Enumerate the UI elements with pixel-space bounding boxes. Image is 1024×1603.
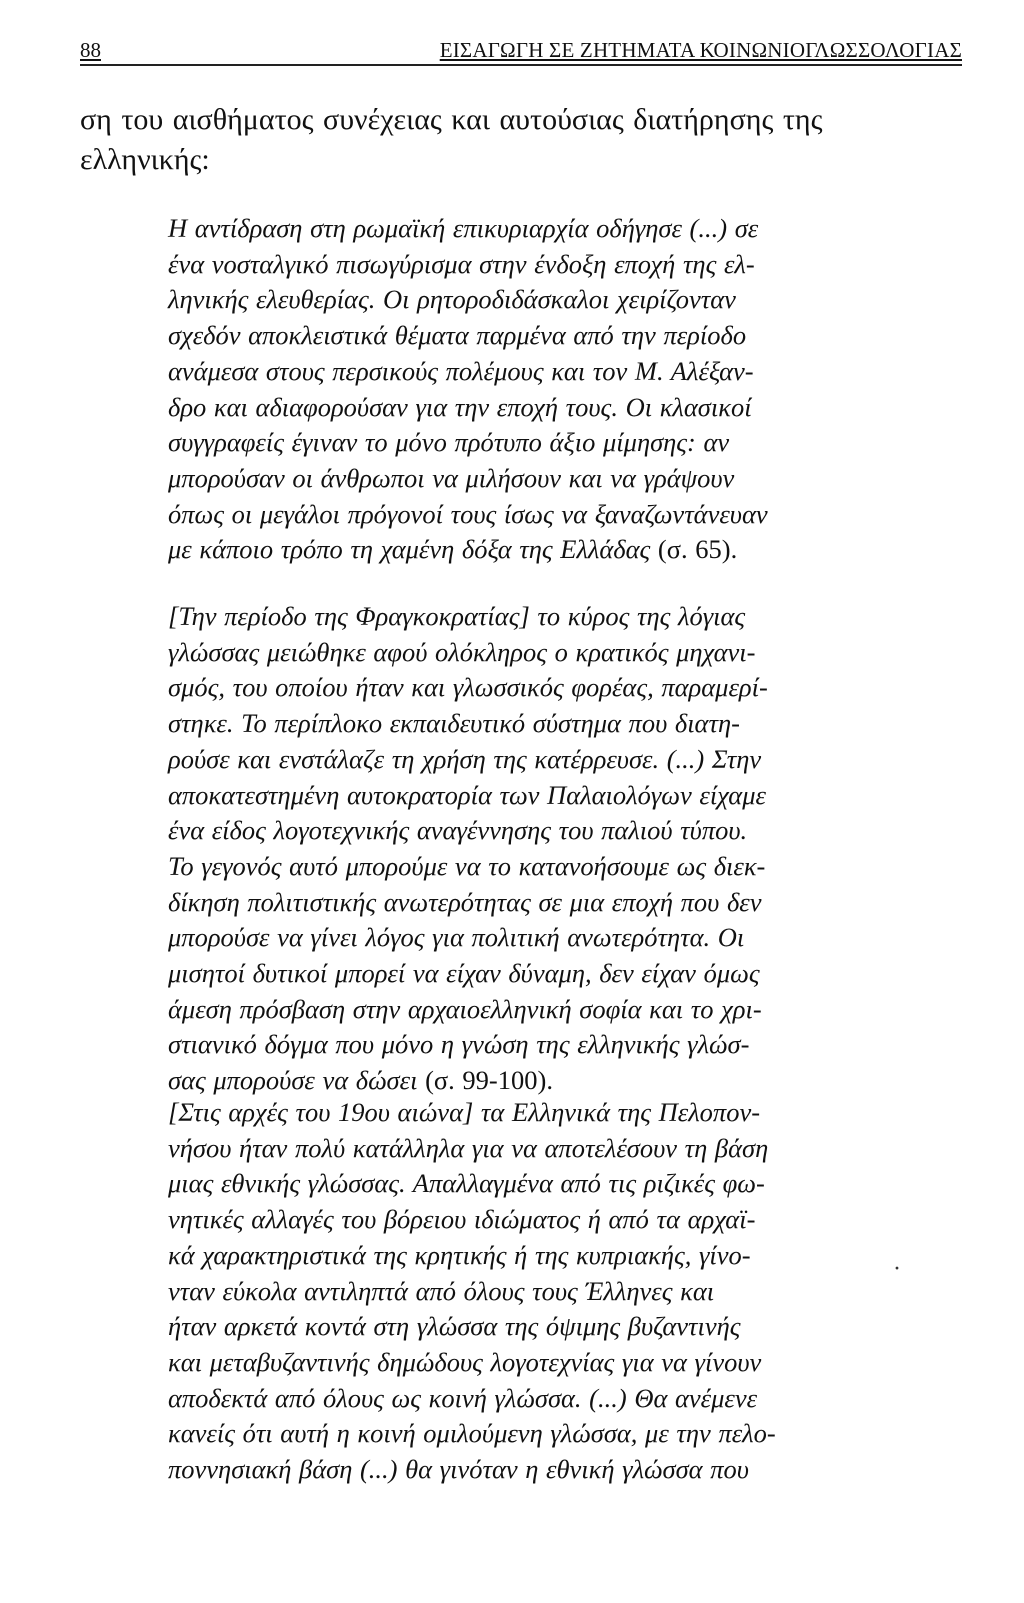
quote-line xyxy=(168,1063,873,1099)
quote-line: ληνικής ελευθερίας. Οι ρητοροδιδάσκαλοι χειρίζονταν xyxy=(168,284,736,315)
quote-line: αποδεκτά από όλους ως κοινή γλώσσα. (...) Θα ανέμενε xyxy=(168,1382,758,1413)
quote-line: νητικές αλλαγές του βόρειου ιδιώματος ή από τα αρχαϊ- xyxy=(168,1204,756,1235)
quote-line-text: με κάποιο τρόπο τη χαμένη δόξα της Ελλάδας xyxy=(168,534,651,565)
text-line: ση του αισθήματος συνέχειας και αυτούσιας διατήρησης της xyxy=(80,103,823,136)
quote-line: [Την περίοδο της Φραγκοκρατίας] το κύρος της λόγιας xyxy=(168,601,746,631)
quote-block-roman xyxy=(168,211,873,568)
quote-line: συγγραφείς έγιναν το μόνο πρότυπο άξιο μίμησης: αν xyxy=(168,427,730,458)
running-header xyxy=(80,34,962,66)
quote-line-text: σας μπορούσε να δώσει xyxy=(168,1065,418,1096)
text-line: ελληνικής: xyxy=(80,143,210,176)
quote-line: σμός, του οποίου ήταν και γλωσσικός φορέας, παραμερί- xyxy=(168,672,768,703)
quote-line: όπως οι μεγάλοι πρόγονοί τους ίσως να ξαναζωντάνευαν xyxy=(168,498,768,529)
quote-block-peloponnese xyxy=(168,1095,873,1488)
quote-line: δίκηση πολιτιστικής ανωτερότητας σε μια εποχή που δεν xyxy=(168,886,762,917)
quote-line: ανάμεσα στους περσικούς πολέμους και τον Μ. Αλέξαν- xyxy=(168,355,754,386)
quote-line: και μεταβυζαντινής δημώδους λογοτεχνίας για να γίνουν xyxy=(168,1346,762,1377)
quote-line xyxy=(168,532,873,568)
quote-line: ένα νοσταλγικό πισωγύρισμα στην ένδοξη εποχή της ελ- xyxy=(168,248,755,279)
citation: (σ. 99-100). xyxy=(425,1065,553,1096)
quote-line: δρο και αδιαφορούσαν για την εποχή τους. Οι κλασικοί xyxy=(168,391,752,422)
page-number: 88 xyxy=(80,38,101,62)
quote-line: μπορούσαν οι άνθρωποι να μιλήσουν και να γράψουν xyxy=(168,462,735,493)
quote-line: αποκατεστημένη αυτοκρατορία των Παλαιολόγων είχαμε xyxy=(168,779,766,810)
intro-paragraph xyxy=(80,100,970,180)
quote-line: νήσου ήταν πολύ κατάλληλα για να αποτελέσουν τη βάση xyxy=(168,1132,769,1163)
quote-line: ποννησιακή βάση (...) θα γινόταν η εθνική γλώσσα που xyxy=(168,1454,749,1485)
quote-line: Το γεγονός αυτό μπορούμε να το κατανοήσουμε ως διεκ- xyxy=(168,850,766,881)
quote-line: ήταν αρκετά κοντά στη γλώσσα της όψιμης βυζαντινής xyxy=(168,1311,741,1342)
citation: (σ. 65). xyxy=(657,534,738,565)
quote-line: ένα είδος λογοτεχνικής αναγέννησης του παλιού τύπου. xyxy=(168,815,748,846)
quote-line: γλώσσας μειώθηκε αφού ολόκληρος ο κρατικός μηχανι- xyxy=(168,636,756,667)
margin-speck: · xyxy=(893,1256,901,1282)
quote-line: [Στις αρχές του 19ου αιώνα] τα Ελληνικά της Πελοπον- xyxy=(168,1097,761,1127)
quote-line: νταν εύκολα αντιληπτά από όλους τους Έλληνες και xyxy=(168,1275,715,1306)
quote-line: Η αντίδραση στη ρωμαϊκή επικυριαρχία οδήγησε (...) σε xyxy=(168,213,759,243)
quote-line: σχεδόν αποκλειστικά θέματα παρμένα από την περίοδο xyxy=(168,320,747,351)
quote-line: άμεση πρόσβαση στην αρχαιοελληνική σοφία και το χρι- xyxy=(168,993,762,1024)
quote-line: κανείς ότι αυτή η κοινή ομιλούμενη γλώσσα, με την πελο- xyxy=(168,1418,776,1449)
quote-line: μιας εθνικής γλώσσας. Απαλλαγμένα από τις ριζικές φω- xyxy=(168,1168,765,1199)
quote-line: στηκε. Το περίπλοκο εκπαιδευτικό σύστημα που διατη- xyxy=(168,708,740,739)
quote-line: μισητοί δυτικοί μπορεί να είχαν δύναμη, δεν είχαν όμως xyxy=(168,958,760,989)
quote-line: μπορούσε να γίνει λόγος για πολιτική ανωτερότητα. Οι xyxy=(168,922,745,953)
quote-line: στιανικό δόγμα που μόνο η γνώση της ελληνικής γλώσ- xyxy=(168,1029,750,1060)
quote-line: ρούσε και ενστάλαζε τη χρήση της κατέρρευσε. (...) Στην xyxy=(168,743,762,774)
quote-block-frankish xyxy=(168,599,873,1099)
quote-line: κά χαρακτηριστικά της κρητικής ή της κυπριακής, γίνο- xyxy=(168,1239,751,1270)
running-title: ΕΙΣΑΓΩΓΗ ΣΕ ΖΗΤΗΜΑΤΑ ΚΟΙΝΩΝΙΟΓΛΩΣΣΟΛΟΓΙΑΣ xyxy=(439,38,962,62)
